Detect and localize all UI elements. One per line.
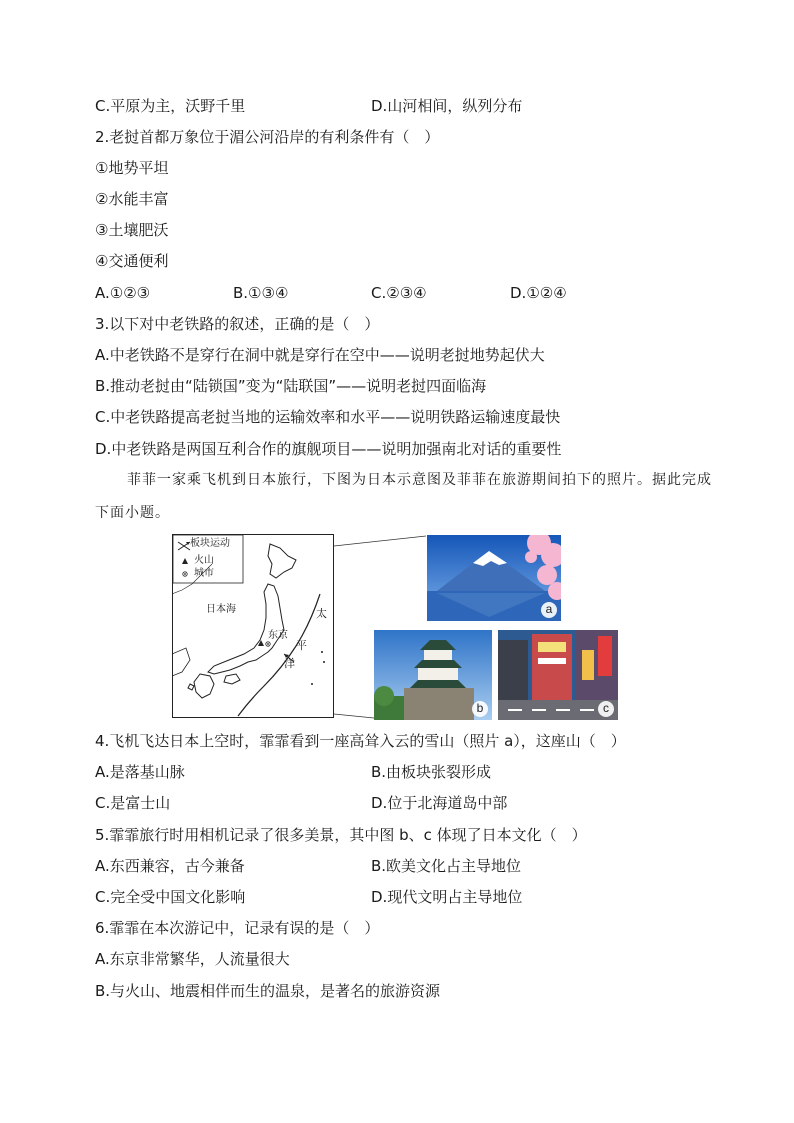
legend-volcano: 火山 — [194, 555, 214, 566]
q4-option-a: A.是落基山脉 — [95, 763, 185, 781]
ocean-char-3: 洋 — [284, 657, 295, 670]
q3-option-d: D.中老铁路是两国互利合作的旗舰项目——说明加强南北对话的重要性 — [95, 440, 562, 458]
q3-option-a: A.中老铁路不是穿行在洞中就是穿行在空中——说明老挝地势起伏大 — [95, 346, 545, 364]
q4-option-d: D.位于北海道岛中部 — [371, 794, 508, 812]
q3-option-b: B.推动老挝由“陆锁国”变为“陆联国”——说明老挝四面临海 — [95, 377, 487, 395]
photo-c-tag: c — [598, 701, 614, 717]
q4-option-c: C.是富士山 — [95, 794, 171, 812]
q1-option-d: D.山河相间，纵列分布 — [371, 97, 523, 115]
q5-option-b: B.欧美文化占主导地位 — [371, 857, 522, 875]
q4-stem: 4.飞机飞达日本上空时，霏霏看到一座高耸入云的雪山（照片 a），这座山（ ） — [95, 732, 626, 750]
q4-option-b: B.由板块张裂形成 — [371, 763, 492, 781]
q2-item-2: ②水能丰富 — [95, 190, 169, 208]
ocean-char-1: 太 — [316, 607, 327, 620]
q2-option-a: A.①②③ — [95, 284, 151, 302]
photo-c-city-street — [498, 630, 618, 720]
q6-option-a: A.东京非常繁华，人流量很大 — [95, 950, 290, 968]
photo-b-tag: b — [472, 701, 488, 717]
japan-figure — [172, 534, 622, 720]
q1-option-c: C.平原为主，沃野千里 — [95, 97, 246, 115]
reading-intro: 菲菲一家乘飞机到日本旅行，下图为日本示意图及菲菲在旅游期间拍下的照片。据此完成下面小题。 — [95, 472, 712, 521]
sea-of-japan-label: 日本海 — [206, 604, 236, 615]
q6-option-b: B.与火山、地震相伴而生的温泉，是著名的旅游资源 — [95, 982, 441, 1000]
q2-item-1: ①地势平坦 — [95, 159, 169, 177]
legend-plate-motion: 板块运动 — [190, 538, 230, 549]
photo-b-castle — [374, 630, 492, 720]
q2-item-3: ③土壤肥沃 — [95, 221, 169, 239]
q5-option-d: D.现代文明占主导地位 — [371, 888, 523, 906]
q2-option-d: D.①②④ — [510, 284, 567, 302]
q5-option-c: C.完全受中国文化影响 — [95, 888, 246, 906]
tokyo-label: 东京 — [268, 630, 288, 641]
q2-option-c: C.②③④ — [371, 284, 427, 302]
q6-stem: 6.霏霏在本次游记中，记录有误的是（ ） — [95, 919, 380, 937]
q3-option-c: C.中老铁路提高老挝当地的运输效率和水平——说明铁路运输速度最快 — [95, 408, 561, 426]
q2-option-b: B.①③④ — [233, 284, 289, 302]
q5-stem: 5.霏霏旅行时用相机记录了很多美景，其中图 b、c 体现了日本文化（ ） — [95, 826, 587, 844]
q3-stem: 3.以下对中老铁路的叙述，正确的是（ ） — [95, 315, 380, 333]
ocean-char-2: 平 — [296, 639, 307, 652]
q2-stem: 2.老挝首都万象位于湄公河沿岸的有利条件有（ ） — [95, 128, 440, 146]
q5-option-a: A.东西兼容，古今兼备 — [95, 857, 245, 875]
legend-city: 城市 — [194, 568, 214, 579]
photo-a-tag: a — [541, 602, 557, 618]
q2-item-4: ④交通便利 — [95, 252, 169, 270]
photo-a-mount-fuji — [427, 535, 561, 621]
